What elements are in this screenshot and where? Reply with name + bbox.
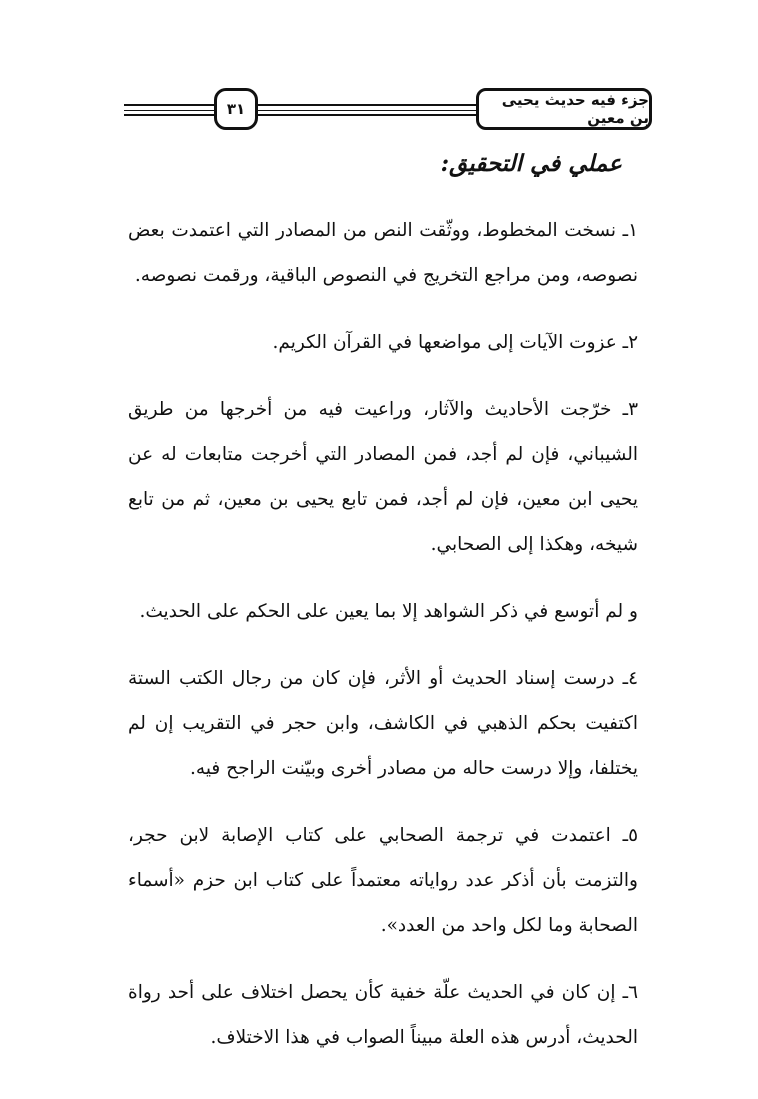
paragraph-2: ٢ـ عزوت الآيات إلى مواضعها في القرآن الكريم.	[272, 332, 638, 353]
paragraph-4: ٤ـ درست إسناد الحديث أو الأثر، فإن كان من رجال الكتب الستة اكتفيت بحكم الذهبي في الكاشف، وابن حجر في التقريب إن لم يختلفا، وإلا درست حاله من مصادر أخرى وبيّنت الراجح فيه.	[128, 668, 638, 779]
paragraph-3: ٣ـ خرّجت الأحاديث والآثار، وراعيت فيه من أخرجها من طريق الشيباني، فإن لم أجد، فمن المصادر التي أخرجت متابعات له عن يحيى ابن معين، فإن لم أجد، فمن تابع يحيى بن معين، ثم من تابع شيخه، وهكذا إلى الصحابي.	[128, 399, 638, 555]
paragraph-1: ١ـ نسخت المخطوط، ووثّقت النص من المصادر التي اعتمدت بعض نصوصه، ومن مراجع التخريج في النصوص الباقية، ورقمت نصوصه.	[128, 220, 638, 286]
page-number: ٣١	[214, 88, 258, 130]
section-title: عملي في التحقيق:	[440, 150, 622, 177]
paragraph-note: و لم أتوسع في ذكر الشواهد إلا بما يعين على الحكم على الحديث.	[139, 601, 638, 622]
paragraph-5: ٥ـ اعتمدت في ترجمة الصحابي على كتاب الإصابة لابن حجر، والتزمت بأن أذكر عدد رواياته معتمداً على كتاب ابن حزم «أسماء الصحابة وما لكل واحد من العدد».	[128, 825, 638, 936]
paragraph-6: ٦ـ إن كان في الحديث علّة خفية كأن يحصل اختلاف على أحد رواة الحديث، أدرس هذه العلة مبيناً الصواب في هذا الاختلاف.	[128, 982, 638, 1048]
page-header	[124, 88, 652, 134]
body-text	[128, 208, 638, 1082]
book-title: جزء فيه حديث يحيى بن معين	[476, 88, 652, 130]
